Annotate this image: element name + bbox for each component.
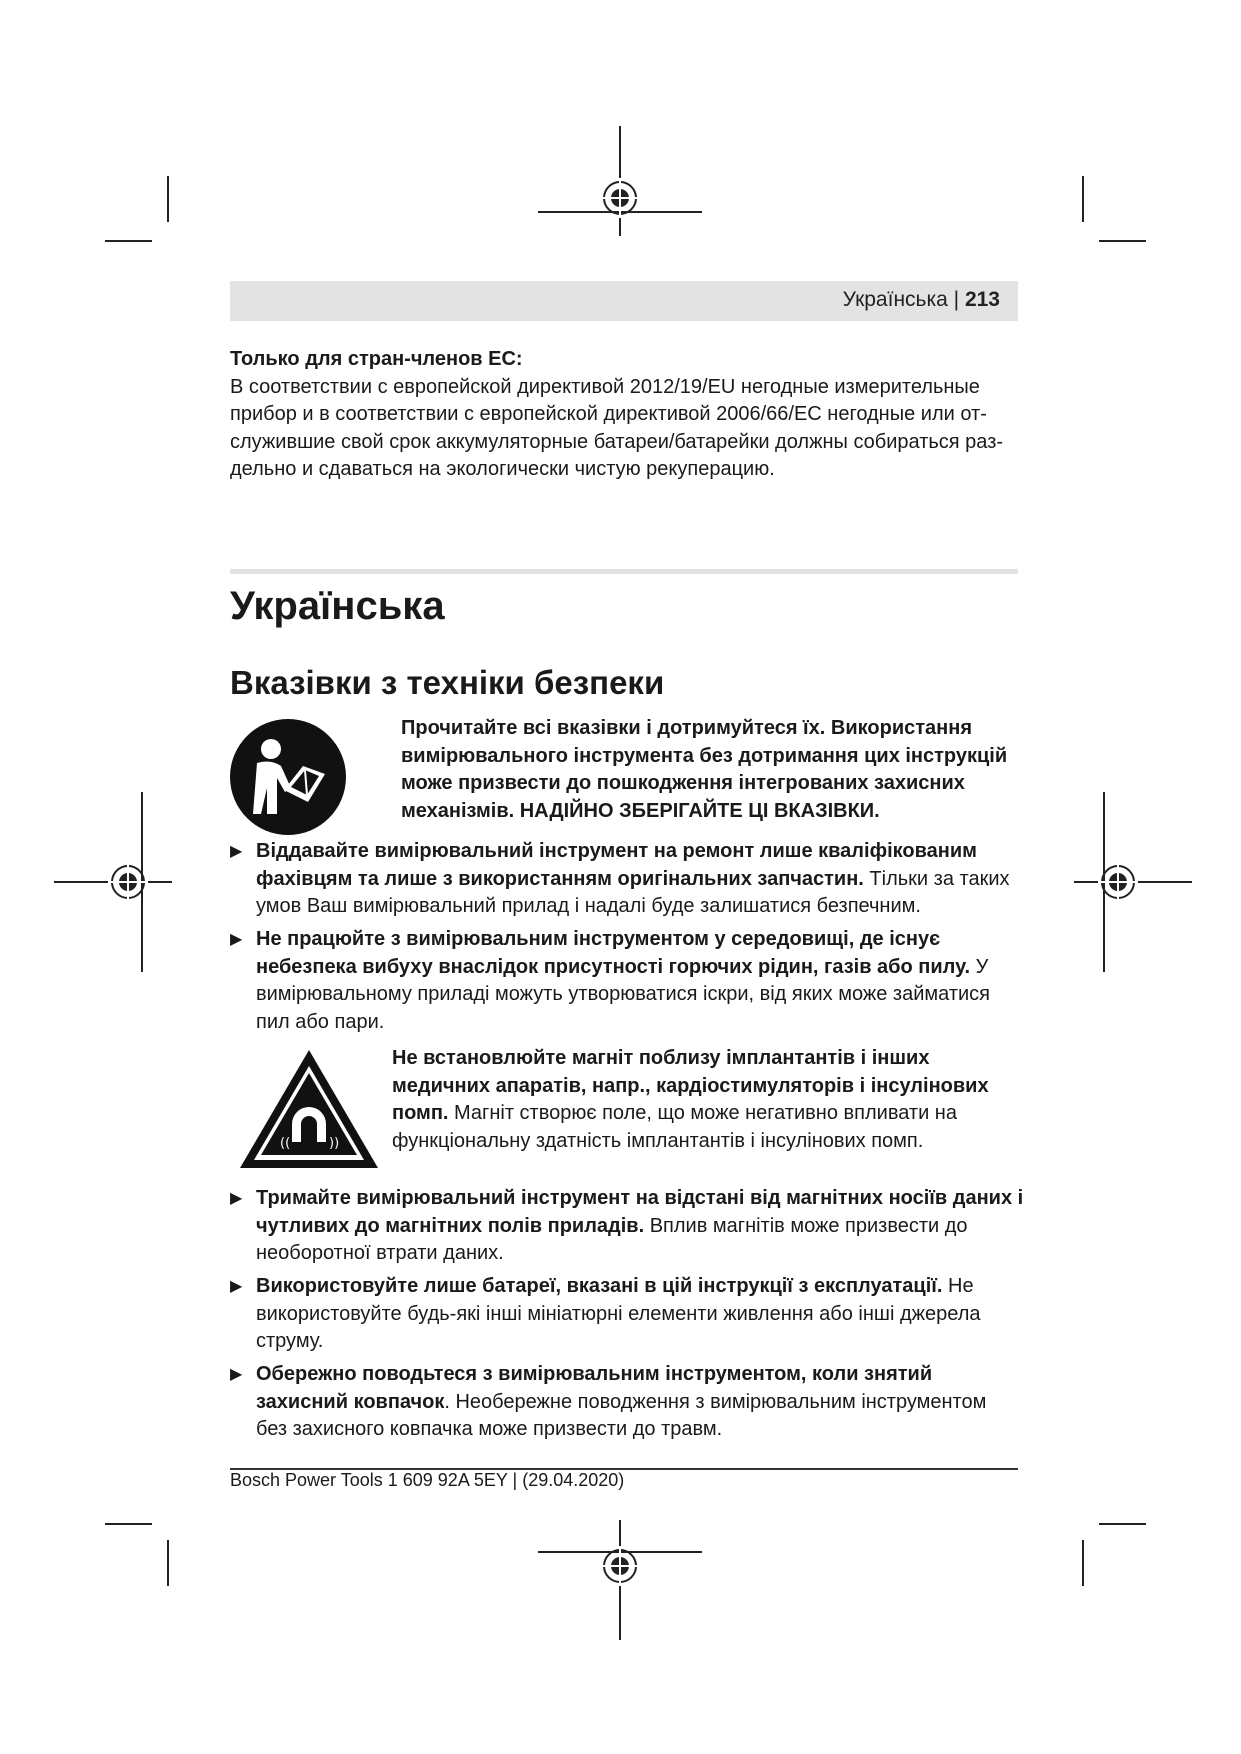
bullet-text: . Необережне поводження з вимірювальним інструментом bbox=[444, 1390, 987, 1413]
bullet-icon: ▶ bbox=[230, 931, 243, 948]
list-item bbox=[230, 838, 1010, 921]
bullet-icon: ▶ bbox=[230, 1278, 243, 1295]
eu-note-line: дельно и сдаваться на экологически чистую рекуперацию. bbox=[230, 458, 775, 480]
list-item bbox=[230, 1361, 986, 1444]
header-label bbox=[843, 288, 1000, 312]
page-footer: Bosch Power Tools 1 609 92A 5EY | (29.04.2020) bbox=[230, 1470, 625, 1490]
bullet-text: використовуйте будь-які інші мініатюрні елементи живлення або інші джерела bbox=[256, 1302, 981, 1325]
bullet-text: Не bbox=[942, 1275, 974, 1297]
section-title: Українська bbox=[230, 584, 445, 628]
bullet-text: без захисного ковпачка може призвести до травм. bbox=[256, 1418, 723, 1440]
read-notice-text bbox=[401, 715, 1007, 825]
bullet-bold: чутливих до магнітних полів приладів. bbox=[256, 1214, 645, 1237]
eu-note-line: прибор и в соответствии с европейской директивой 2006/66/EC негодные или от- bbox=[230, 403, 987, 425]
bullet-text: Тільки за таких bbox=[863, 867, 1010, 890]
bullet-text: Вплив магнітів може призвести до bbox=[644, 1214, 968, 1237]
list-item bbox=[230, 1273, 981, 1356]
bullet-bold: Не працюйте з вимірювальним інструментом у середовищі, де існує bbox=[256, 928, 941, 950]
magnet-bold: Не встановлюйте магніт поблизу імплантантів і інших bbox=[392, 1047, 930, 1069]
list-item bbox=[230, 926, 990, 1036]
bullet-text: пил або пари. bbox=[256, 1010, 385, 1033]
magnet-bold: помп. bbox=[392, 1102, 449, 1124]
registration-mark-right bbox=[1062, 792, 1192, 972]
header-separator: | bbox=[947, 288, 965, 311]
bullet-bold: Обережно поводьтеся з вимірювальним інструментом, коли знятий bbox=[256, 1363, 933, 1385]
bullet-text: У bbox=[970, 955, 989, 978]
page-header bbox=[230, 281, 1018, 321]
subsection-title: Вказівки з техніки безпеки bbox=[230, 664, 665, 701]
bullet-bold: Віддавайте вимірювальний інструмент на ремонт лише кваліфікованим bbox=[256, 840, 977, 862]
bullet-text: необоротної втрати даних. bbox=[256, 1242, 504, 1264]
bullet-bold: Використовуйте лише батареї, вказані в цій інструкції з експлуатації. bbox=[256, 1275, 943, 1297]
bullet-icon: ▶ bbox=[230, 843, 243, 860]
svg-text:)): )) bbox=[329, 1136, 340, 1151]
eu-note-title: Только для стран-членов ЕС: bbox=[230, 348, 523, 370]
read-notice-line: може призвести до пошкодження інтегрованих захисних bbox=[401, 772, 965, 794]
registration-mark-left bbox=[54, 792, 184, 972]
magnet-text: Магніт створює поле, що може негативно впливати на bbox=[448, 1102, 957, 1124]
bullet-icon: ▶ bbox=[230, 1366, 243, 1383]
eu-note-line: В соответствии с европейской директивой 2012/19/EU негодные измерительные bbox=[230, 375, 980, 398]
magnet-bold: медичних апаратів, напр., кардіостимуляторів і інсулінових bbox=[392, 1074, 989, 1097]
read-notice-line: механізмів. НАДІЙНО ЗБЕРІГАЙТЕ ЦІ ВКАЗІВКИ. bbox=[401, 799, 880, 822]
bullet-bold: небезпека вибуху внаслідок присутності горючих рідин, газів або пилу. bbox=[256, 955, 971, 978]
svg-text:((: (( bbox=[280, 1136, 291, 1151]
eu-note-line: служившие свой срок аккумуляторные батареи/батарейки должны собираться раз- bbox=[230, 430, 1004, 453]
bullet-icon: ▶ bbox=[230, 1190, 243, 1207]
registration-mark-top bbox=[530, 126, 710, 236]
bullet-text: умов Ваш вимірювальний прилад і надалі буде залишатися безпечним. bbox=[256, 895, 921, 917]
header-section: Українська bbox=[842, 288, 948, 311]
bullet-bold: Тримайте вимірювальний інструмент на відстані від магнітних носіїв даних і bbox=[256, 1187, 1024, 1209]
list-item bbox=[230, 1185, 1023, 1268]
eu-note bbox=[230, 346, 1003, 484]
registration-mark-bottom bbox=[530, 1520, 710, 1640]
bullet-text: вимірювальному приладі можуть утворюватися іскри, від яких може займатися bbox=[256, 983, 990, 1005]
section-divider bbox=[230, 569, 1018, 574]
page-number: 213 bbox=[964, 288, 1000, 311]
read-notice-line: вимірювального інструмента без дотримання цих інструкцій bbox=[401, 744, 1008, 767]
magnet-warning-icon bbox=[236, 1046, 382, 1172]
read-notice-line: Прочитайте всі вказівки і дотримуйтеся їх. Використання bbox=[401, 717, 972, 739]
bullet-text: струму. bbox=[256, 1330, 324, 1352]
read-manual-icon bbox=[229, 718, 347, 836]
bullet-bold: фахівцям та лише з використанням оригінальних запчастин. bbox=[256, 867, 864, 890]
magnet-notice-text bbox=[392, 1045, 989, 1155]
bullet-bold: захисний ковпачок bbox=[256, 1390, 445, 1413]
magnet-text: функціональну здатність імплантантів і інсулінових помп. bbox=[392, 1129, 924, 1152]
